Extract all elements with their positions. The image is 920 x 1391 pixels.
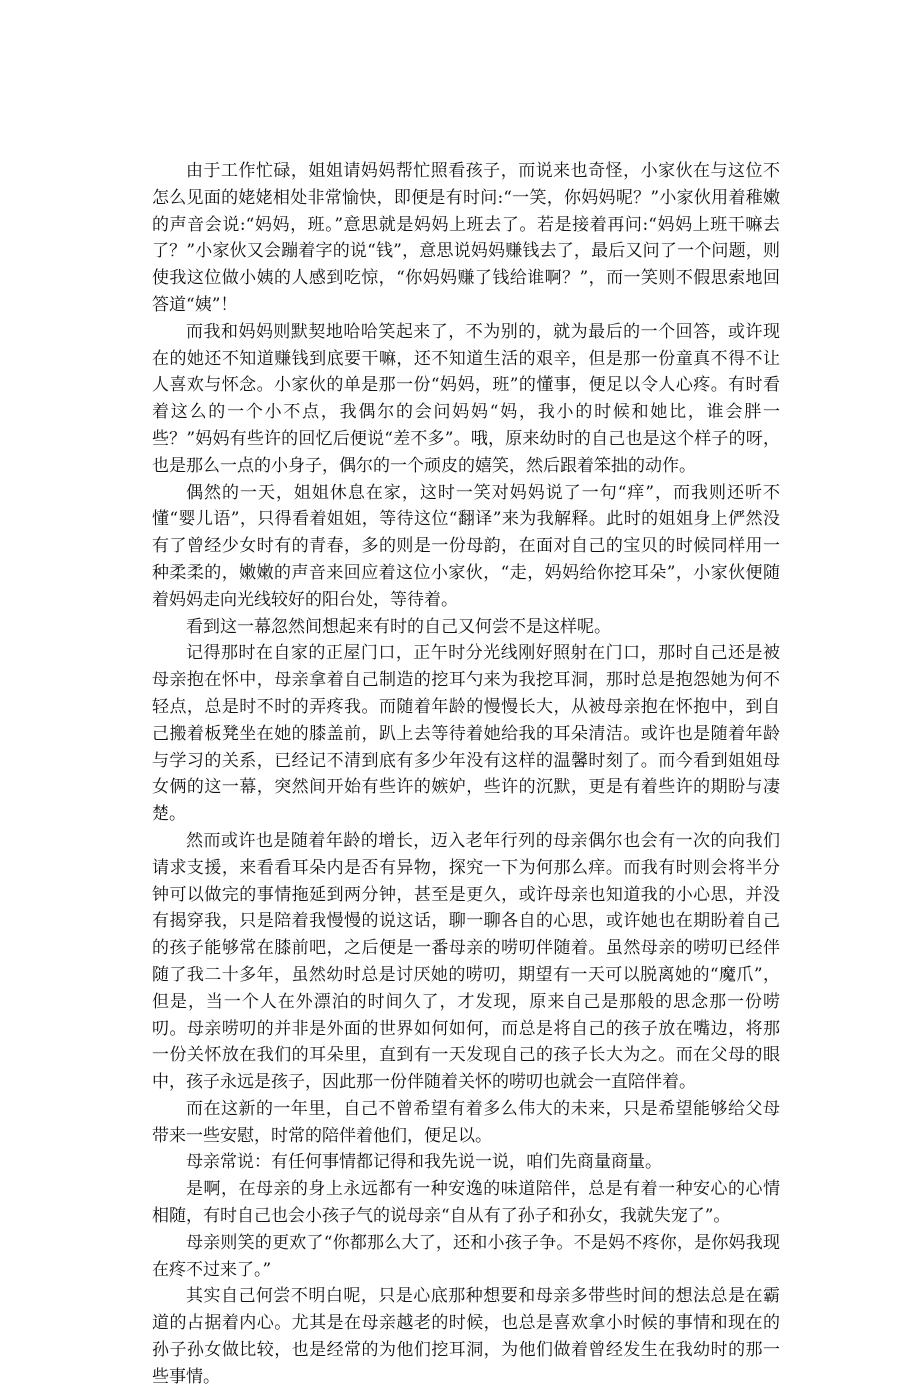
paragraph-4: 看到这一幕忽然间想起来有时的自己又何尝不是这样呢。	[186, 616, 611, 637]
paragraph-2: 而我和妈妈则默契地哈哈笑起来了，不为别的，就为最后的一个回答，或许现在的她还不知道赚钱到底要干嘛，还不知道生活的艰辛，但是那一份童真不得不让人喜欢与怀念。小家伙的单是那一份“妈妈，班”的懂事，便足以令人心疼。有时看着这么的一个小不点，我偶尔的会问妈妈“妈，我小的时候和她比，谁会胖一些？”妈妈有些许的回忆后便说“差不多”。哦，原来幼时的自己也是这个样子的呀，也是那么一点的小身子，偶尔的一个顽皮的嬉笑，然后跟着笨拙的动作。	[152, 321, 780, 476]
paragraph-6: 然而或许也是随着年龄的增长，迈入老年行列的母亲偶尔也会有一次的向我们请求支援，来看看耳朵内是否有异物，探究一下为何那么痒。而我有时则会将半分钟可以做完的事情拖延到两分钟，甚至是更久，或许母亲也知道我的小心思，并没有揭穿我，只是陪着我慢慢的说这话，聊一聊各自的心思，或许她也在期盼着自己的孩子能够常在膝前吧，之后便是一番母亲的唠叨伴随着。虽然母亲的唠叨已经伴随了我二十多年，虽然幼时总是讨厌她的唠叨，期望有一天可以脱离她的“魔爪”，但是，当一个人在外漂泊的时间久了，才发现，原来自己是那般的思念那一份唠叨。母亲唠叨的并非是外面的世界如何如何，而总是将自己的孩子放在嘴边，将那一份关怀放在我们的耳朵里，直到有一天发现自己的孩子长大为之。而在父母的眼中，孩子永远是孩子，因此那一份伴随着关怀的唠叨也就会一直陪伴着。	[152, 830, 780, 1093]
paragraph-8: 母亲常说：有任何事情都记得和我先说一说，咱们先商量商量。	[186, 1152, 662, 1173]
paragraph-11: 其实自己何尝不明白呢，只是心底那种想要和母亲多带些时间的想法总是在霸道的占据着内心。尤其是在母亲越老的时候，也总是喜欢拿小时候的事情和现在的孙子孙女做比较，也是经常的为他们挖耳洞，为他们做着曾经发生在我幼时的那一些事情。	[152, 1286, 780, 1387]
paragraph-1: 由于工作忙碌，姐姐请妈妈帮忙照看孩子，而说来也奇怪，小家伙在与这位不怎么见面的姥姥相处非常愉快，即便是有时问:“一笑，你妈妈呢？”小家伙用着稚嫩的声音会说:“妈妈，班。”意思就是妈妈上班去了。若是接着再问:“妈妈上班干嘛去了？”小家伙又会蹦着字的说“钱”，意思说妈妈赚钱去了，最后又问了一个问题，则使我这位做小姨的人感到吃惊，“你妈妈赚了钱给谁啊？”，而一笑则不假思索地回答道“姨”！	[152, 161, 780, 315]
paragraph-5: 记得那时在自家的正屋门口，正午时分光线刚好照射在门口，那时自己还是被母亲抱在怀中，母亲拿着自己制造的挖耳勺来为我挖耳洞，那时总是抱怨她为何不轻点，总是时不时的弄疼我。而随着年龄的慢慢长大，从被母亲抱在怀抱中，到自己搬着板凳坐在她的膝盖前，趴上去等待着她给我的耳朵清洁。或许也是随着年龄与学习的关系，已经记不清到底有多少年没有这样的温馨时刻了。而今看到姐姐母女俩的这一幕，突然间开始有些许的嫉妒，些许的沉默，更是有着些许的期盼与凄楚。	[152, 643, 780, 825]
paragraph-7: 而在这新的一年里，自己不曾希望有着多么伟大的未来，只是希望能够给父母带来一些安慰，时常的陪伴着他们，便足以。	[152, 1098, 780, 1146]
paragraph-10: 母亲则笑的更欢了“你都那么大了，还和小孩子争。不是妈不疼你，是你妈我现在疼不过来了。”	[152, 1232, 780, 1280]
paragraph-9: 是啊，在母亲的身上永远都有一种安逸的味道陪伴，总是有着一种安心的心情相随，有时自己也会小孩子气的说母亲“自从有了孙子和孙女，我就失宠了”。	[152, 1179, 780, 1227]
document-body	[152, 158, 780, 1391]
paragraph-3: 偶然的一天，姐姐休息在家，这时一笑对妈妈说了一句“痒”，而我则还听不懂“婴儿语”，只得看着姐姐，等待这位“翻译”来为我解释。此时的姐姐身上俨然没有了曾经少女时有的青春，多的则是一份母韵，在面对自己的宝贝的时候同样用一种柔柔的，嫩嫩的声音来回应着这位小家伙，“走，妈妈给你挖耳朵”，小家伙便随着妈妈走向光线较好的阳台处，等待着。	[152, 482, 780, 610]
